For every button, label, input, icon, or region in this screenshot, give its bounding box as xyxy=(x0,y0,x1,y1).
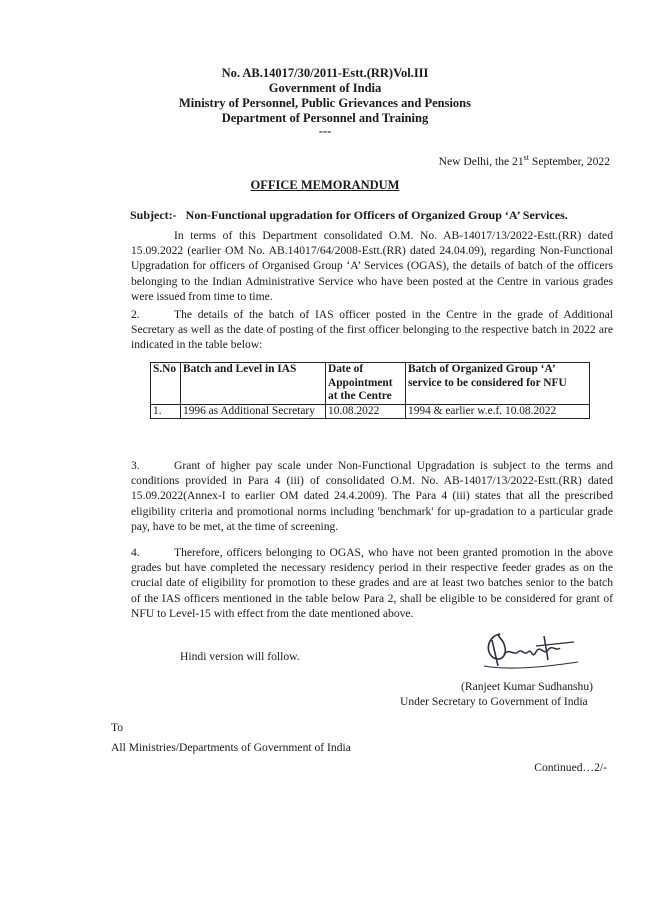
ministry-name: Ministry of Personnel, Public Grievances and Pensions xyxy=(178,96,471,110)
table-header-cell: Batch and Level in IAS xyxy=(181,363,326,405)
document-title: OFFICE MEMORANDUM xyxy=(250,178,400,192)
paragraph-3-number: 3. xyxy=(131,459,140,472)
subject-text: Non-Functional upgradation for Officers of Organized Group ‘A’ Services. xyxy=(185,208,568,222)
table-header-cell: Batch of Organized Group ‘A’ service to be considered for NFU xyxy=(406,363,590,405)
paragraph-2 xyxy=(131,307,613,353)
paragraph-1: In terms of this Department consolidated O.M. No. AB-14017/13/2022-Estt.(RR) dated 15.09.2022 (earlier OM No. AB.14017/64/2008-Estt.(RR) dated 24.04.09), regarding Non-Functional Upgradation for officers of Organised Group ‘A’ Services (OGAS), the details of batch of the officers belonging to the Indian Administrative Service who have been posted at the Centre in various grades were issued from time to time. xyxy=(131,229,613,303)
table-header-cell: S.No xyxy=(151,363,181,405)
table-header-row xyxy=(151,363,590,405)
paragraph-4-number: 4. xyxy=(131,546,140,559)
to-label: To xyxy=(111,721,124,734)
hindi-version-note: Hindi version will follow. xyxy=(180,650,300,663)
paragraph-3-text: Grant of higher pay scale under Non-Functional Upgradation is subject to the terms and conditions provided in Para 4 (iii) of consolidated O.M. No. AB-14017/13/2022-Estt.(RR) dated 15.09.2022(Annex-I to earlier OM dated 24.4.2009). The Para 4 (iii) states that all the prescribed eligibility criteria and promotional norms including 'benchmark' for up-gradation to a particular grade pay, have to be met, at the time of screening. xyxy=(131,459,613,533)
subject-line xyxy=(130,208,620,223)
table-header-cell: Date of Appointment at the Centre xyxy=(326,363,406,405)
table-cell: 10.08.2022 xyxy=(326,404,406,419)
signatory-name: (Ranjeet Kumar Sudhanshu) xyxy=(461,680,594,693)
paragraph-3 xyxy=(131,458,613,534)
department-name: Department of Personnel and Training xyxy=(221,111,429,125)
paragraph-4 xyxy=(131,545,613,621)
paragraph-4-text: Therefore, officers belonging to OGAS, who have not been granted promotion in the above grades but have completed the necessary residency period in their respective feeder grades as on the crucial date of eligibility for promotion to these grades and are at least two batches senior to the batch of the IAS officers mentioned in the table below Para 2, shall be eligible to be considered for grant of NFU to Level-15 with effect from the date mentioned above. xyxy=(131,546,613,620)
government-name: Government of India xyxy=(268,81,382,95)
subject-label: Subject:- xyxy=(130,208,177,222)
file-number: No. AB.14017/30/2011-Estt.(RR)Vol.III xyxy=(221,66,429,80)
paragraph-2-number: 2. xyxy=(131,308,140,321)
continued-note: Continued…2/- xyxy=(534,761,607,774)
handwritten-signature xyxy=(478,626,588,676)
date-line: New Delhi, the 21st September, 2022 xyxy=(438,153,610,168)
table-cell: 1. xyxy=(151,404,181,419)
header-separator: --- xyxy=(318,124,332,138)
table-row xyxy=(151,404,590,419)
paragraph-2-text: The details of the batch of IAS officer posted in the Centre in the grade of Additional Secretary as well as the date of posting of the first officer belonging to the respective batch in 2022 are indicated in the table below: xyxy=(131,308,613,352)
signatory-designation: Under Secretary to Government of India xyxy=(400,695,588,708)
table-cell: 1996 as Additional Secretary xyxy=(181,404,326,419)
recipient: All Ministries/Departments of Government of India xyxy=(111,741,351,754)
table-cell: 1994 & earlier w.e.f. 10.08.2022 xyxy=(406,404,590,419)
nfu-batch-table xyxy=(150,362,590,419)
